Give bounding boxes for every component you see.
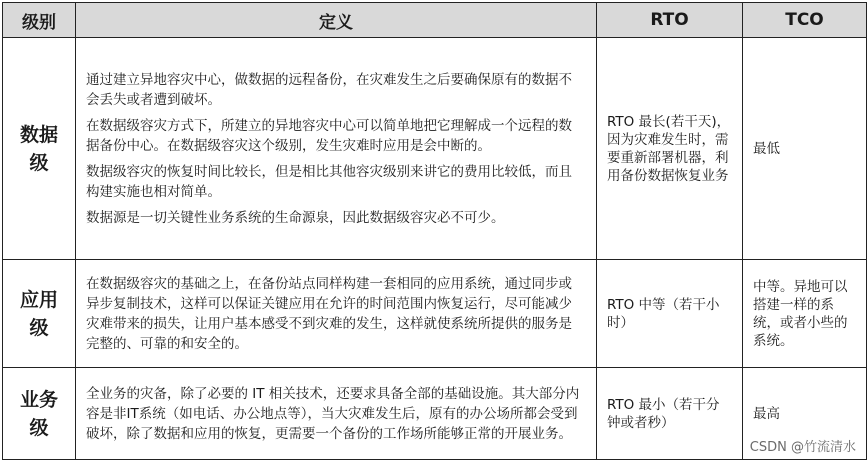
header-level: 级别 xyxy=(3,3,76,38)
rto-cell: RTO 中等（若干小时） xyxy=(597,260,743,368)
level-cell xyxy=(3,368,76,460)
watermark: CSDN @竹流清水 xyxy=(749,440,856,455)
level-cell xyxy=(3,38,76,260)
definition-paragraph: 全业务的灾备，除了必要的 IT 相关技术，还要求具备全部的基础设施。其大部分内容是非IT系统（如电话、办公地点等），当大灾难发生后，原有的办公场所都会受到破坏，除了数据和应用的恢复，更需要一个备份的工作场所能够正常的开展业务。 xyxy=(86,385,580,442)
definition-paragraph: 在数据级容灾方式下，所建立的异地容灾中心可以简单地把它理解成一个远程的数据备份中心。在数据级容灾这个级别，发生灾难时应用是会中断的。 xyxy=(86,117,572,154)
definition-cell xyxy=(76,260,597,368)
rto-cell: RTO 最小（若干分钟或者秒） xyxy=(597,368,743,460)
tco-cell: 最低 xyxy=(743,38,867,260)
rto-cell: RTO 最长(若干天)，因为灾难发生时，需要重新部署机器，利用备份数据恢复业务 xyxy=(597,38,743,260)
level-cell xyxy=(3,260,76,368)
definition-cell xyxy=(76,368,597,460)
level-label: 应用级 xyxy=(19,288,58,339)
table-row-data-level xyxy=(3,38,867,260)
header-tco: TCO xyxy=(743,3,867,38)
tco-cell: 最高 xyxy=(743,368,867,460)
header-row xyxy=(3,3,867,38)
tco-cell: 中等。异地可以搭建一样的系统，或者小些的系统。 xyxy=(743,260,867,368)
disaster-recovery-levels-table xyxy=(2,2,867,460)
definition-paragraph: 数据源是一切关键性业务系统的生命源泉，因此数据级容灾必不可少。 xyxy=(86,209,505,226)
definition-cell xyxy=(76,38,597,260)
table-row-business-level xyxy=(3,368,867,460)
header-rto: RTO xyxy=(597,3,743,38)
definition-paragraph: 通过建立异地容灾中心，做数据的远程备份，在灾难发生之后要确保原有的数据不会丢失或者遭到破坏。 xyxy=(86,71,572,108)
header-definition: 定义 xyxy=(76,3,597,38)
level-label: 数据级 xyxy=(19,123,58,174)
definition-paragraph: 在数据级容灾的基础之上，在备份站点同样构建一套相同的应用系统，通过同步或异步复制技术，这样可以保证关键应用在允许的时间范围内恢复运行，尽可能减少灾难带来的损失，让用户基本感受不到灾难的发生，这样就使系统所提供的服务是完整的、可靠的和安全的。 xyxy=(86,275,572,352)
definition-paragraph: 数据级容灾的恢复时间比较长，但是相比其他容灾级别来讲它的费用比较低，而且构建实施也相对简单。 xyxy=(86,163,572,200)
table-row-application-level xyxy=(3,260,867,368)
level-label: 业务级 xyxy=(19,388,58,439)
